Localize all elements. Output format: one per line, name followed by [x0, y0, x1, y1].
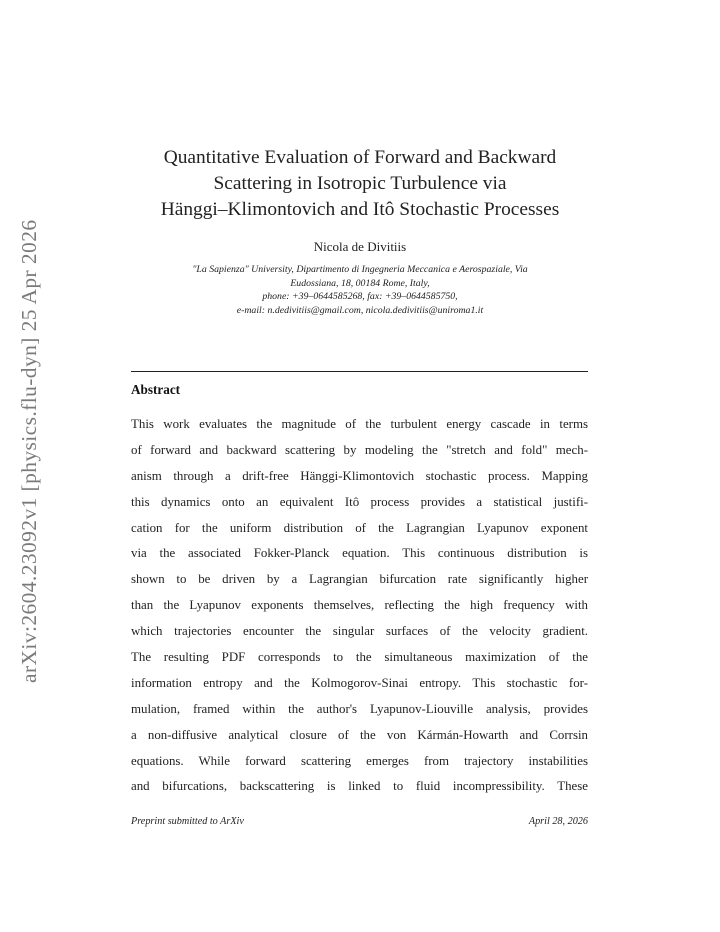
abstract-line: mulation, framed within the author's Lyapunov-Liouville analysis, provides: [131, 701, 588, 716]
abstract-line: information entropy and the Kolmogorov-Sinai entropy. This stochastic for-: [131, 675, 588, 690]
abstract-divider: [131, 371, 588, 372]
title-line: Quantitative Evaluation of Forward and Backward: [163, 147, 557, 168]
abstract-heading: Abstract: [131, 382, 181, 397]
abstract-line: shown to be driven by a Lagrangian bifurcation rate significantly higher: [131, 572, 588, 587]
author-affiliation: [110, 263, 610, 317]
title-line: Scattering in Isotropic Turbulence via: [213, 173, 507, 194]
affiliation-line: Eudossiana, 18, 00184 Rome, Italy,: [290, 277, 430, 289]
abstract-line: cation for the uniform distribution of the Lagrangian Lyapunov exponent: [131, 520, 588, 535]
abstract-line: and bifurcations, backscattering is linked to fluid incompressibility. These: [131, 779, 588, 794]
footer-preprint-note: Preprint submitted to ArXiv: [131, 816, 244, 827]
abstract-line: of forward and backward scattering by modeling the "stretch and fold" mech-: [131, 442, 588, 457]
abstract-line: this dynamics onto an equivalent Itô process provides a statistical justifi-: [131, 494, 588, 509]
abstract-line: equations. While forward scattering emerges from trajectory instabilities: [131, 753, 588, 768]
abstract-line: a non-diffusive analytical closure of the von Kármán-Howarth and Corrsin: [131, 727, 588, 742]
abstract-line: anism through a drift-free Hänggi-Klimontovich stochastic process. Mapping: [131, 468, 588, 483]
arxiv-identifier-stamp: arXiv:2604.23092v1 [physics.flu-dyn] 25 Apr 2026: [17, 219, 41, 683]
paper-title: [90, 145, 630, 223]
abstract-line: than the Lyapunov exponents themselves, reflecting the high frequency with: [131, 598, 588, 613]
abstract-line: This work evaluates the magnitude of the turbulent energy cascade in terms: [131, 417, 588, 431]
affiliation-line: "La Sapienza" University, Dipartimento di Ingegneria Meccanica e Aerospaziale, Via: [192, 264, 528, 275]
abstract-line: The resulting PDF corresponds to the simultaneous maximization of the: [131, 650, 588, 665]
footer-date: April 28, 2026: [528, 816, 588, 827]
affiliation-line: e-mail: n.dedivitiis@gmail.com, nicola.dedivitiis@uniroma1.it: [236, 304, 484, 316]
title-line: Hänggi–Klimontovich and Itô Stochastic Processes: [160, 199, 560, 220]
abstract-body: [131, 414, 588, 802]
abstract-line: which trajectories encounter the singular surfaces of the velocity gradient.: [131, 624, 588, 639]
affiliation-line: phone: +39–0644585268, fax: +39–0644585750,: [262, 291, 458, 302]
author-name: Nicola de Divitiis: [313, 239, 407, 254]
abstract-line: via the associated Fokker-Planck equation. This continuous distribution is: [131, 546, 588, 561]
